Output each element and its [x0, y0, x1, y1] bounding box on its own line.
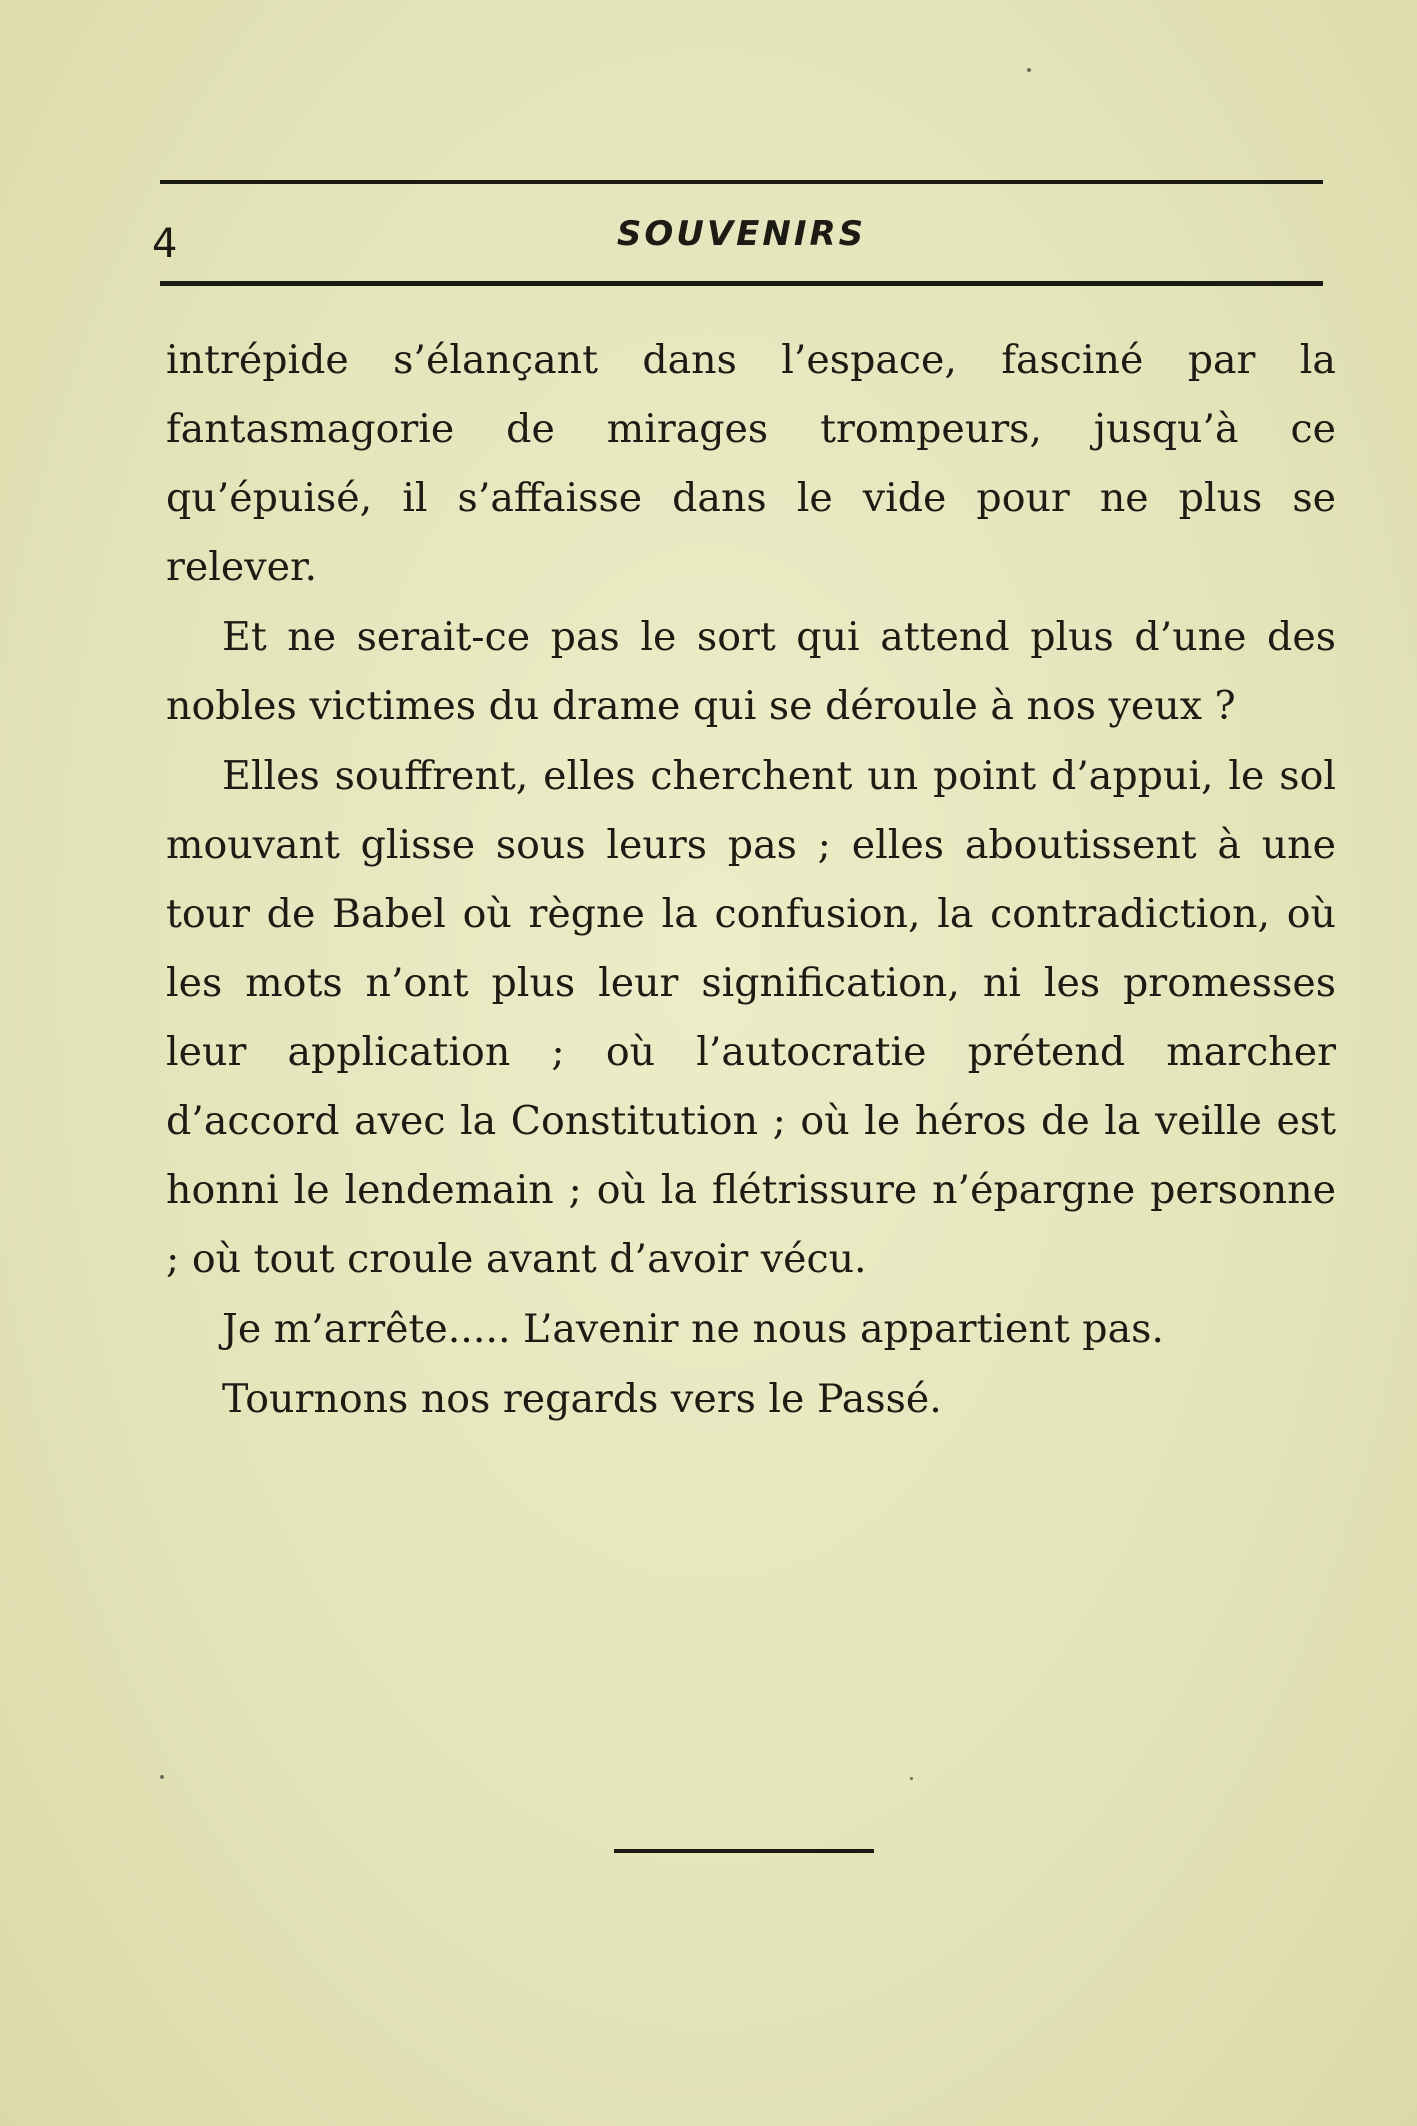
end-of-chapter-rule [614, 1849, 874, 1853]
body-text [166, 326, 1336, 1434]
paragraph-question: Et ne serait-ce pas le sort qui attend plus d’une des nobles victimes du drame qui se déroule à nos yeux ? [166, 614, 1336, 729]
header-top-rule [160, 180, 1323, 184]
paper-speck [910, 1777, 913, 1780]
page-number: 4 [152, 221, 178, 267]
running-head: SOUVENIRS [616, 214, 867, 254]
paper-speck [160, 1775, 164, 1779]
paragraph-babel: Elles souffrent, elles cherchent un point d’appui, le sol mouvant glisse sous leurs pas ; elles aboutissent à une tour de Babel où règne la confusion, la contradiction, où les mots n’ont plus leur signification, ni les promesses leur application ; où l’autocratie prétend marcher d’accord avec la Constitution ; où le héros de la veille est honni le lendemain ; où la flétrissure n’épargne personne ; où tout croule avant d’avoir vécu. [166, 753, 1336, 1282]
paragraph-stop: Je m’arrête..... L’avenir ne nous appartient pas. [222, 1306, 1164, 1352]
header-bottom-rule [160, 281, 1323, 286]
paragraph-continuation: intrépide s’élançant dans l’espace, fasciné par la fantasmagorie de mirages trompeurs, jusqu’à ce qu’épuisé, il s’affaisse dans le vide pour ne plus se relever. [166, 337, 1336, 590]
paragraph-past: Tournons nos regards vers le Passé. [222, 1376, 942, 1422]
paper-speck [1027, 68, 1031, 72]
